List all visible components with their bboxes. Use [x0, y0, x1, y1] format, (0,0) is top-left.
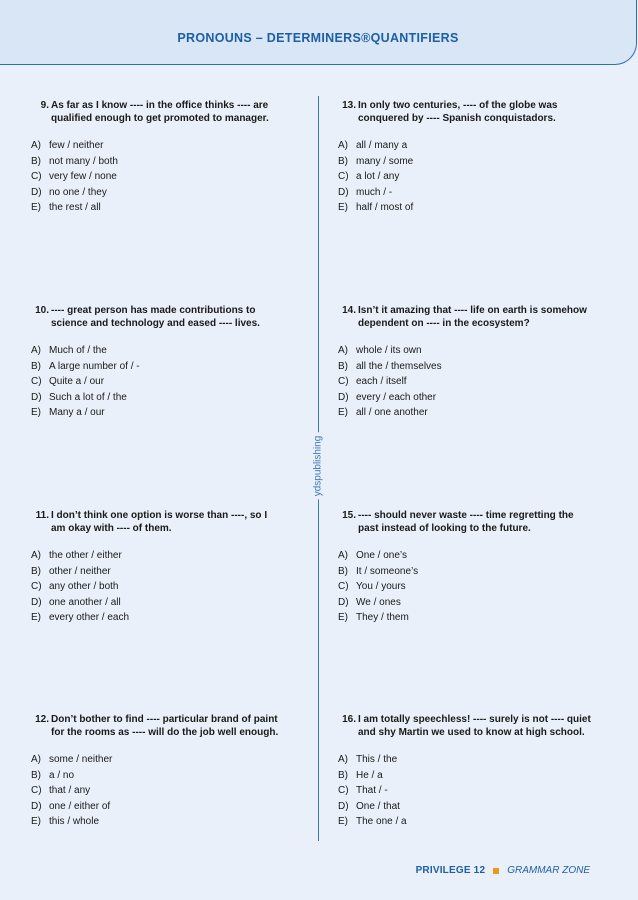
option-text: This / the [356, 754, 398, 766]
option-letter: D) [338, 186, 349, 198]
option-b[interactable] [31, 359, 283, 375]
answer-options [31, 138, 283, 216]
option-letter: D) [31, 391, 42, 403]
option-letter: B) [31, 769, 41, 781]
question-stem: Isn’t it amazing that ---- life on earth is somehow dependent on ---- in the ecosystem? [358, 305, 587, 329]
option-text: much / - [356, 186, 393, 198]
option-text: few / neither [49, 140, 104, 152]
option-b[interactable] [338, 564, 593, 580]
page-header [0, 0, 637, 65]
option-letter: A) [31, 754, 41, 766]
question-16 [338, 713, 593, 830]
option-text: a / no [49, 769, 75, 781]
question-number: 12. [35, 714, 49, 725]
option-letter: E) [31, 202, 41, 214]
option-letter: D) [338, 800, 349, 812]
option-letter: E) [31, 407, 41, 419]
option-a[interactable] [31, 138, 283, 154]
option-letter: E) [338, 612, 348, 624]
option-b[interactable] [31, 154, 283, 170]
option-a[interactable] [338, 343, 593, 359]
option-text: all / many a [356, 140, 408, 152]
option-letter: C) [31, 785, 42, 797]
option-a[interactable] [31, 343, 283, 359]
option-d[interactable] [31, 185, 283, 201]
option-d[interactable] [338, 390, 593, 406]
option-d[interactable] [338, 595, 593, 611]
option-c[interactable] [31, 579, 283, 595]
option-text: We / ones [356, 596, 401, 608]
question-number: 15. [342, 510, 356, 521]
question-10 [31, 304, 283, 421]
option-text: Such a lot of / the [49, 391, 127, 403]
question-9 [31, 99, 283, 216]
page-title: PRONOUNS – DETERMINERS®QUANTIFIERS [177, 31, 459, 45]
option-text: Quite a / our [49, 376, 105, 388]
option-c[interactable] [31, 783, 283, 799]
option-text: It / someone’s [356, 565, 419, 577]
option-a[interactable] [338, 548, 593, 564]
option-text: One / one’s [356, 550, 407, 562]
page-footer [416, 865, 590, 876]
option-letter: B) [338, 155, 348, 167]
question-number: 9. [40, 100, 49, 111]
option-letter: E) [31, 612, 41, 624]
option-d[interactable] [338, 185, 593, 201]
option-text: every / each other [356, 391, 437, 403]
option-letter: E) [31, 816, 41, 828]
option-text: He / a [356, 769, 383, 781]
option-b[interactable] [338, 359, 593, 375]
option-letter: B) [338, 565, 348, 577]
option-letter: B) [338, 360, 348, 372]
option-c[interactable] [338, 169, 593, 185]
option-letter: D) [31, 596, 42, 608]
option-c[interactable] [338, 783, 593, 799]
option-a[interactable] [31, 752, 283, 768]
option-d[interactable] [31, 799, 283, 815]
option-letter: B) [338, 769, 348, 781]
footer-brand: PRIVILEGE 12 [415, 865, 486, 876]
option-text: They / them [356, 612, 409, 624]
option-e[interactable] [338, 200, 593, 216]
answer-options [338, 343, 593, 421]
option-a[interactable] [31, 548, 283, 564]
answer-options [338, 138, 593, 216]
option-letter: D) [338, 391, 349, 403]
option-text: some / neither [49, 754, 113, 766]
option-letter: C) [31, 376, 42, 388]
option-text: many / some [356, 155, 414, 167]
footer-section-name: GRAMMAR ZONE [507, 865, 590, 876]
option-letter: E) [338, 407, 348, 419]
option-text: all / one another [356, 407, 428, 419]
option-e[interactable] [338, 610, 593, 626]
option-text: that / any [49, 785, 91, 797]
option-text: this / whole [49, 816, 100, 828]
question-number: 13. [342, 100, 356, 111]
option-text: one / either of [49, 800, 111, 812]
option-text: no one / they [49, 186, 107, 198]
question-number: 10. [35, 305, 49, 316]
option-text: The one / a [356, 816, 407, 828]
option-letter: A) [338, 140, 348, 152]
option-letter: C) [31, 581, 42, 593]
answer-options [338, 752, 593, 830]
option-letter: C) [338, 785, 349, 797]
option-text: not many / both [49, 155, 118, 167]
option-text: You / yours [356, 581, 406, 593]
option-letter: D) [338, 596, 349, 608]
question-stem: In only two centuries, ---- of the globe was conquered by ---- Spanish conquistadors. [358, 100, 558, 124]
answer-options [31, 752, 283, 830]
answer-options [338, 548, 593, 626]
answer-options [31, 343, 283, 421]
option-text: one another / all [49, 596, 121, 608]
option-letter: A) [31, 140, 41, 152]
option-text: all the / themselves [356, 360, 442, 372]
option-letter: A) [338, 754, 348, 766]
option-text: every other / each [49, 612, 130, 624]
question-stem: As far as I know ---- in the office thinks ---- are qualified enough to get promoted to manager. [51, 100, 269, 124]
option-letter: A) [31, 345, 41, 357]
option-text: whole / its own [356, 345, 422, 357]
option-b[interactable] [338, 768, 593, 784]
question-number: 14. [342, 305, 356, 316]
option-letter: A) [338, 345, 348, 357]
option-d[interactable] [338, 799, 593, 815]
option-e[interactable] [338, 814, 593, 830]
question-stem: Don’t bother to find ---- particular brand of paint for the rooms as ---- will do the job well enough. [51, 714, 279, 738]
option-letter: B) [31, 360, 41, 372]
option-letter: A) [31, 550, 41, 562]
option-d[interactable] [31, 390, 283, 406]
option-b[interactable] [31, 564, 283, 580]
question-stem: ---- should never waste ---- time regretting the past instead of looking to the future. [358, 510, 574, 534]
option-letter: C) [338, 376, 349, 388]
option-text: Many a / our [49, 407, 105, 419]
option-letter: A) [338, 550, 348, 562]
option-letter: E) [338, 202, 348, 214]
option-text: any other / both [49, 581, 119, 593]
option-text: other / neither [49, 565, 111, 577]
option-b[interactable] [31, 768, 283, 784]
option-a[interactable] [338, 752, 593, 768]
option-b[interactable] [338, 154, 593, 170]
option-text: the rest / all [49, 202, 101, 214]
option-text: half / most of [356, 202, 414, 214]
option-letter: C) [31, 171, 42, 183]
question-stem: ---- great person has made contributions to science and technology and eased ---- lives. [51, 305, 260, 329]
option-text: very few / none [49, 171, 117, 183]
question-15 [338, 509, 593, 626]
watermark-text: ydspublishing [313, 433, 324, 500]
option-text: One / that [356, 800, 400, 812]
question-12 [31, 713, 283, 830]
footer-square-icon [493, 868, 499, 874]
option-letter: C) [338, 581, 349, 593]
option-e[interactable] [338, 405, 593, 421]
option-c[interactable] [31, 169, 283, 185]
option-letter: C) [338, 171, 349, 183]
publisher-watermark [310, 436, 326, 496]
option-text: A large number of / - [49, 360, 140, 372]
option-c[interactable] [31, 374, 283, 390]
option-e[interactable] [31, 610, 283, 626]
option-letter: B) [31, 565, 41, 577]
question-11 [31, 509, 283, 626]
option-letter: D) [31, 800, 42, 812]
question-stem: I am totally speechless! ---- surely is not ---- quiet and shy Martin we used to know at high school. [358, 714, 591, 738]
option-letter: D) [31, 186, 42, 198]
option-e[interactable] [31, 405, 283, 421]
question-14 [338, 304, 593, 421]
option-c[interactable] [338, 374, 593, 390]
option-text: That / - [356, 785, 388, 797]
option-letter: B) [31, 155, 41, 167]
option-text: Much of / the [49, 345, 107, 357]
option-text: each / itself [356, 376, 407, 388]
answer-options [31, 548, 283, 626]
question-13 [338, 99, 593, 216]
option-e[interactable] [31, 200, 283, 216]
option-letter: E) [338, 816, 348, 828]
option-a[interactable] [338, 138, 593, 154]
option-e[interactable] [31, 814, 283, 830]
question-number: 11. [35, 510, 49, 521]
option-text: the other / either [49, 550, 122, 562]
question-number: 16. [342, 714, 356, 725]
option-c[interactable] [338, 579, 593, 595]
option-d[interactable] [31, 595, 283, 611]
question-stem: I don’t think one option is worse than ----, so I am okay with ---- of them. [51, 510, 268, 534]
option-text: a lot / any [356, 171, 400, 183]
